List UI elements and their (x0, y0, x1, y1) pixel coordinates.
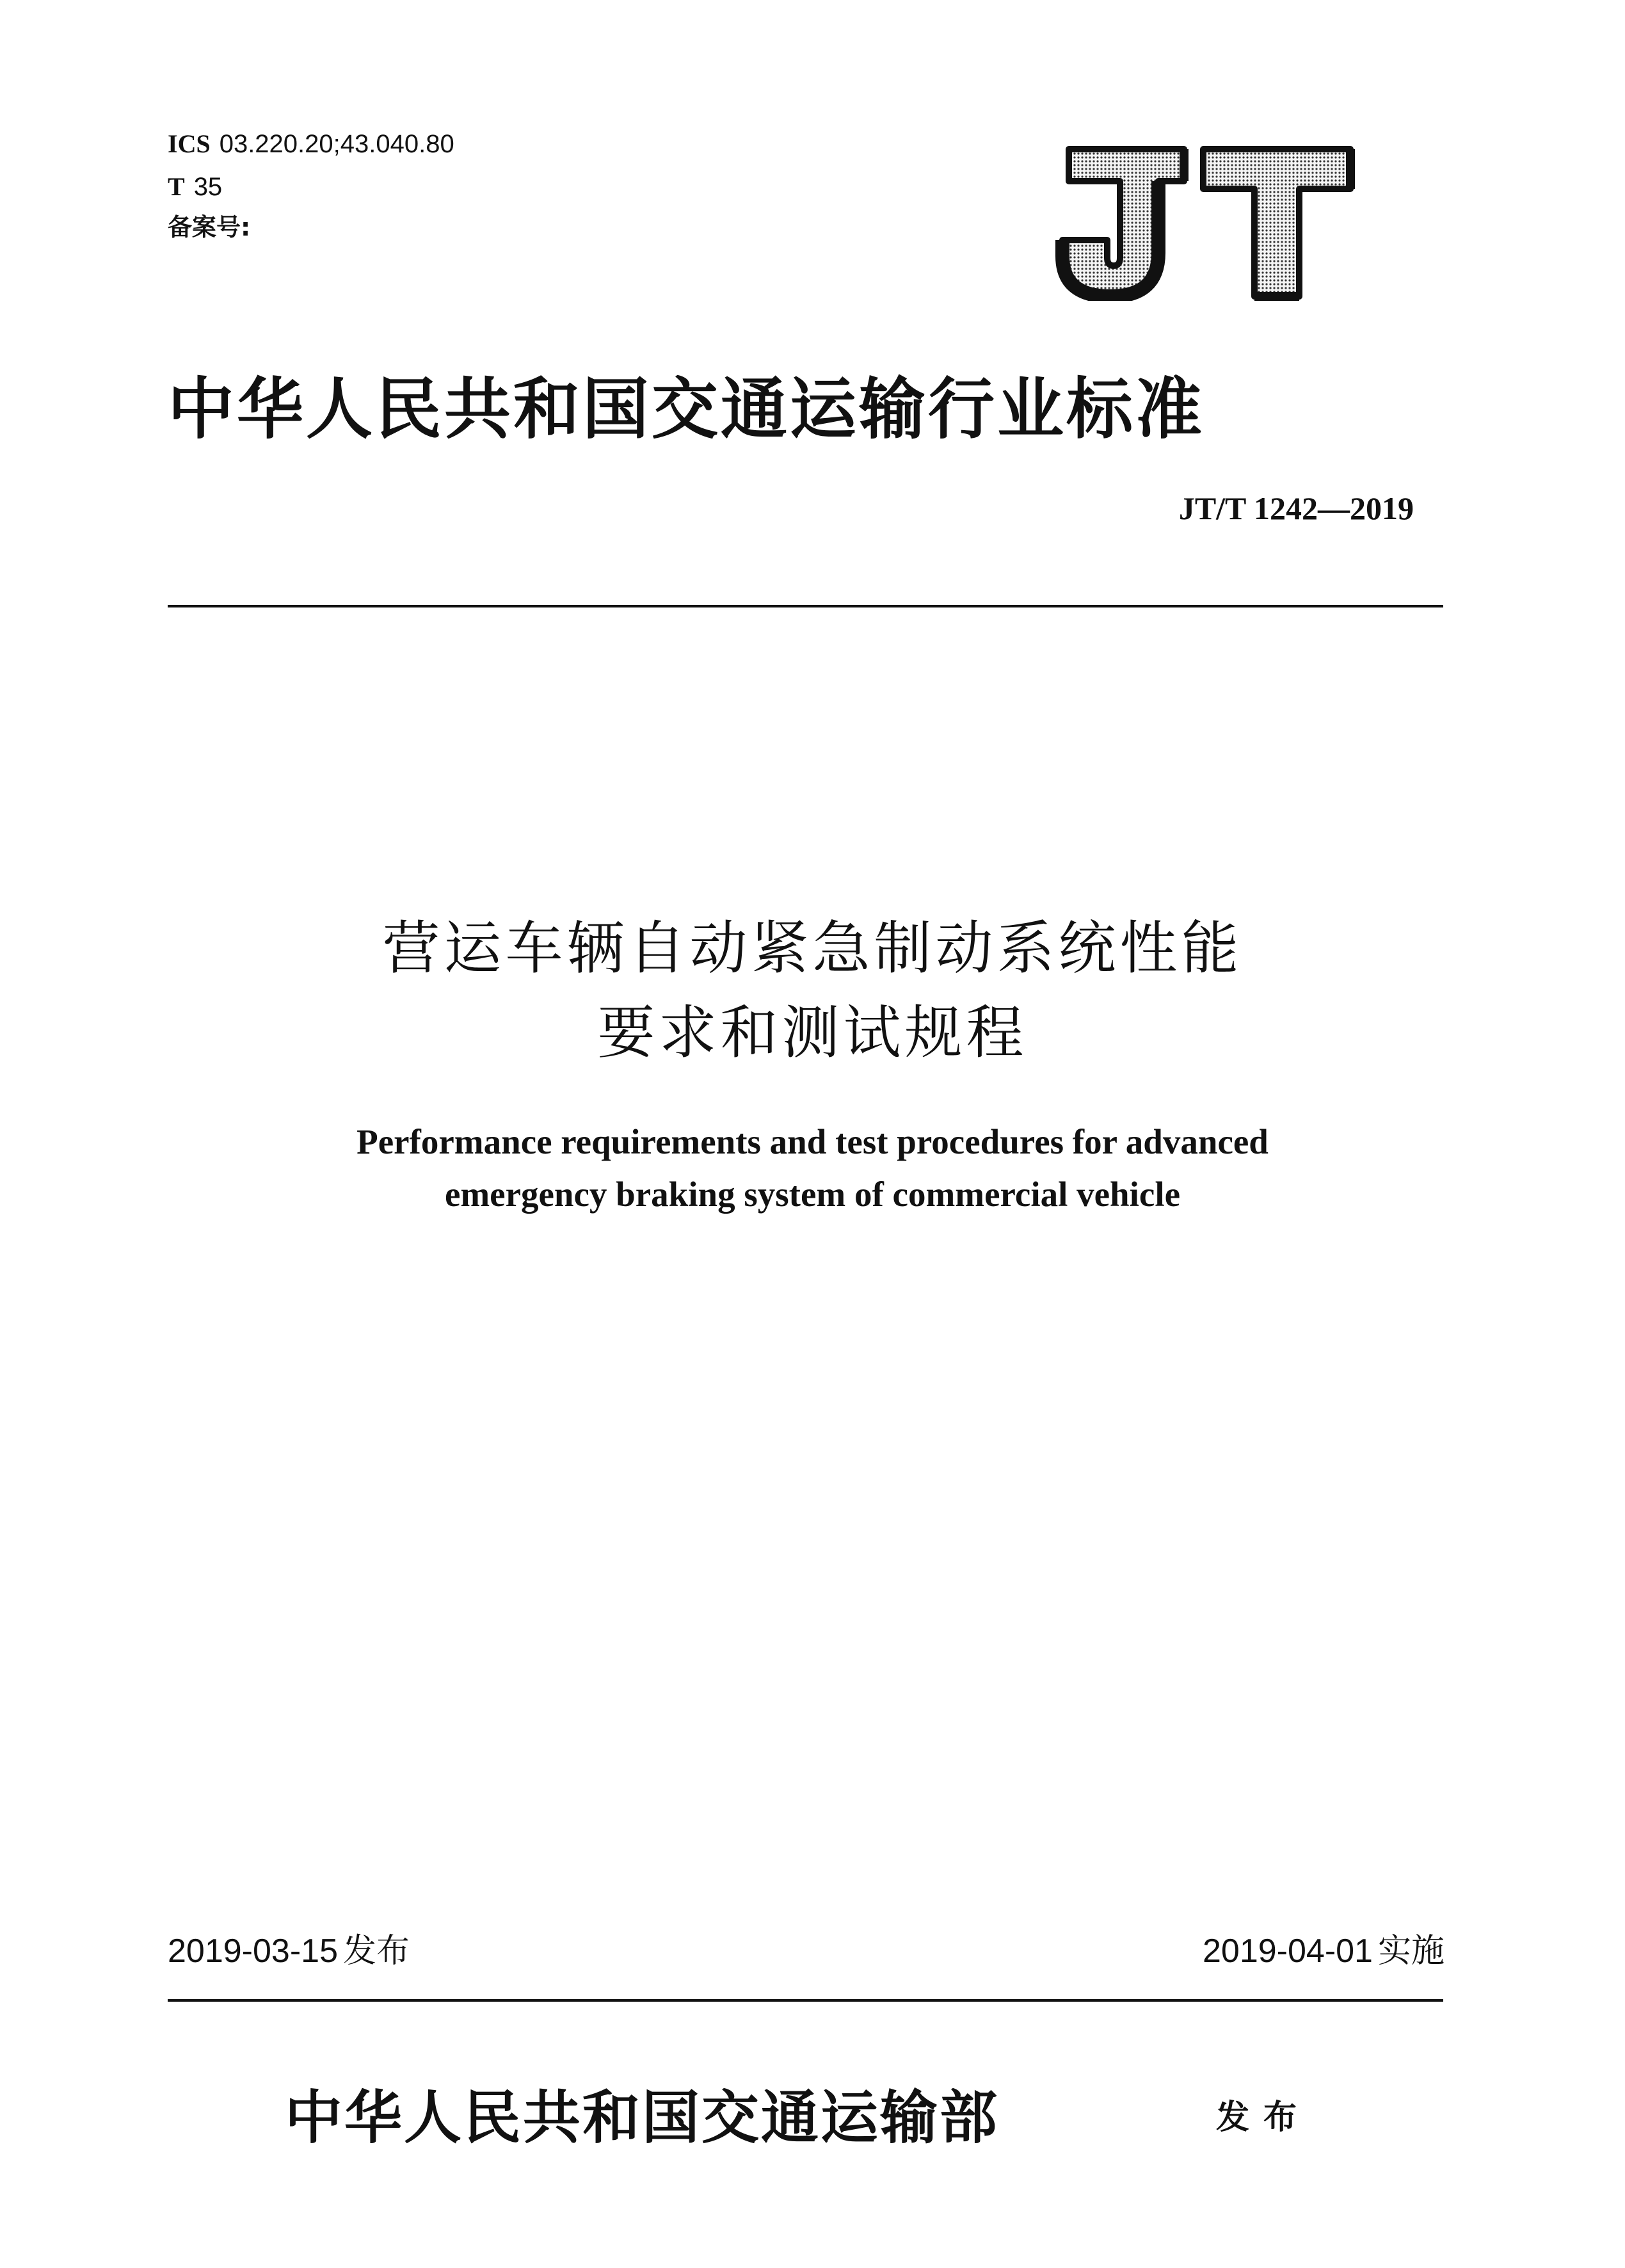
issue-date (168, 1924, 410, 1972)
chinese-title-line-2: 要求和测试规程 (597, 999, 1028, 1066)
ics-code: 03.220.20;43.040.80 (219, 130, 454, 158)
issue-date-value: 2019-03-15 (168, 1933, 338, 1970)
publisher-name: 中华人民共和国交通运输部 (285, 2084, 999, 2151)
english-title-line-1: Performance requirements and test procedures for advanced (356, 1122, 1269, 1161)
english-title-line-2: emergency braking system of commercial vehicle (444, 1175, 1181, 1214)
ccs-label: T (168, 172, 185, 201)
ics-label: ICS (168, 129, 211, 158)
implementation-date-label: 实施 (1377, 1932, 1445, 1970)
issue-date-label: 发布 (343, 1932, 410, 1970)
publish-label: 发布 (1216, 2098, 1311, 2137)
bottom-divider (168, 1999, 1443, 2002)
ccs-code: 35 (193, 173, 223, 201)
ccs-classification (168, 174, 222, 200)
logo-letter-t (1203, 149, 1350, 296)
chinese-title-line-1: 营运车辆自动紧急制动系统性能 (382, 915, 1243, 982)
jt-logo (1050, 144, 1357, 301)
implementation-date-value: 2019-04-01 (1202, 1933, 1373, 1970)
standard-number: JT/T 1242—2019 (1178, 490, 1414, 526)
implementation-date (1203, 1924, 1445, 1972)
logo-letter-j (1062, 149, 1184, 296)
ics-classification (168, 131, 454, 157)
top-divider (168, 605, 1443, 607)
filing-number-label: 备案号: (168, 213, 251, 241)
standard-category-title: 中华人民共和国交通运输行业标准 (168, 369, 1205, 448)
